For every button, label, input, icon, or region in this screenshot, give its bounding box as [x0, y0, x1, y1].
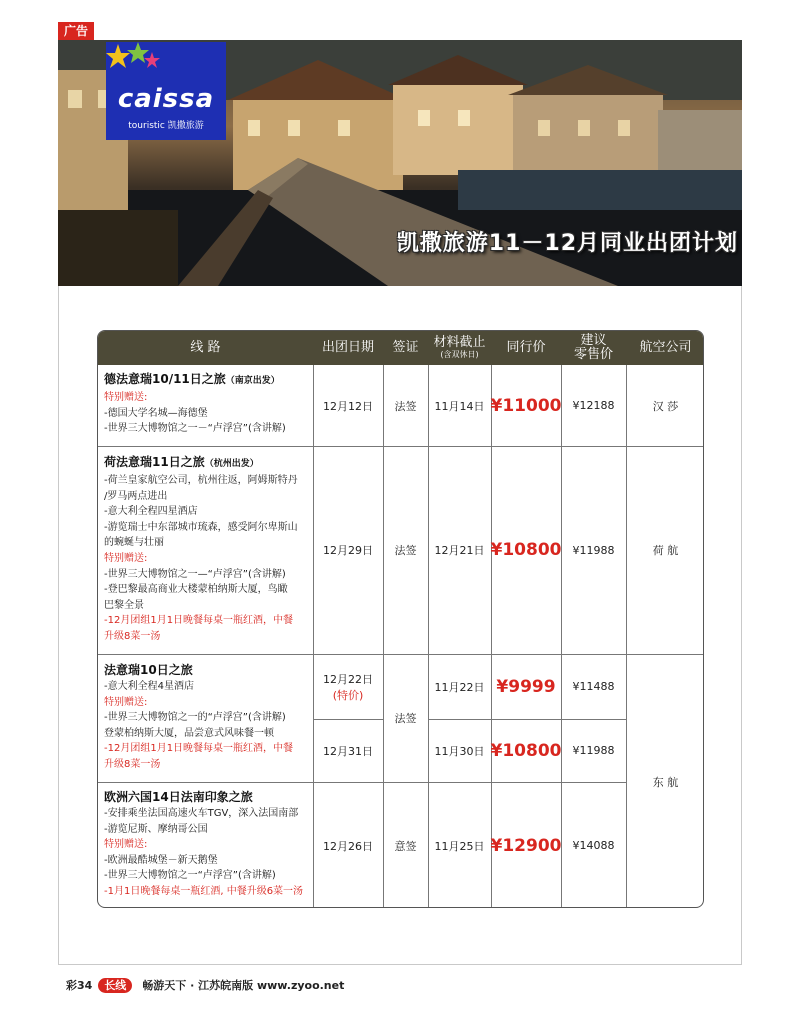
col-header-date: 出团日期	[313, 331, 383, 365]
airline: 汉 莎	[652, 399, 679, 413]
route-3	[104, 662, 310, 773]
route-line: -世界三大博物馆之一—“卢浮宫”(含讲解)	[104, 568, 286, 580]
trade-price: ¥9999	[496, 676, 556, 697]
route-line: 特别赠送:	[104, 392, 148, 403]
retail-price: ¥12188	[572, 399, 615, 412]
route-line: 登蒙柏纳斯大厦，品尝意式风味餐一顿	[104, 727, 274, 739]
logo-sub: touristic 凯撒旅游	[128, 121, 204, 131]
col-header-retail: 建议 零售价	[561, 331, 626, 365]
col-header-route: 线 路	[98, 331, 313, 365]
col-header-price: 同行价	[491, 331, 561, 365]
departure-date: 12月26日	[323, 839, 373, 853]
route-1	[104, 371, 310, 437]
route-line: 升级8菜一汤	[104, 630, 161, 642]
material-deadline: 11月14日	[434, 399, 485, 413]
departure-date: 12月31日	[323, 744, 373, 758]
material-deadline: 12月21日	[434, 544, 485, 557]
col-header-airline: 航空公司	[626, 331, 704, 365]
retail-price: ¥11988	[572, 744, 615, 757]
retail-price: ¥11488	[572, 680, 615, 693]
airline: 荷 航	[652, 544, 679, 557]
banner-title: 凯撒旅游11－12月同业出团计划	[396, 231, 738, 256]
material-deadline: 11月22日	[434, 680, 485, 694]
route-line: -12月团组1月1日晚餐每桌一瓶红酒，中餐	[104, 615, 294, 627]
departure-date: 12月12日	[323, 399, 373, 413]
visa-type: 法签	[394, 399, 417, 413]
route-line: -安排乘坐法国高速火车TGV，深入法国南部	[104, 808, 299, 819]
stars-icon	[106, 42, 162, 76]
table-grid	[98, 331, 703, 907]
route-line: 特别赠送:	[104, 552, 148, 564]
material-deadline: 11月25日	[434, 839, 485, 853]
route-line: 的蜿蜒与壮丽	[104, 537, 164, 549]
schedule-table	[97, 330, 704, 908]
airline: 东 航	[652, 775, 679, 789]
col-header-deadline: 材料截止 (含双休日)	[428, 331, 491, 365]
route-line: -游览尼斯、摩纳哥公国	[104, 823, 208, 835]
route-line: -意大利全程四星酒店	[104, 506, 198, 518]
route-line: 特别赠送:	[104, 696, 148, 708]
route-2	[104, 454, 310, 645]
route-line: 升级8菜一汤	[104, 758, 161, 770]
visa-type: 法签	[394, 544, 417, 557]
route-line: -意大利全程4星酒店	[104, 681, 194, 692]
trade-price: ¥10800	[490, 540, 562, 560]
departure-date: 12月22日 (特价)	[323, 672, 373, 702]
route-line: -登巴黎最高商业大楼蒙柏纳斯大厦，鸟瞰	[104, 584, 288, 596]
route-line: -世界三大博物馆之一的“卢浮宫”(含讲解)	[104, 712, 286, 724]
route-line: -世界三大博物馆之一“卢浮宫”(含讲解)	[104, 870, 276, 882]
caissa-logo	[106, 42, 226, 140]
route-line: -世界三大博物馆之一－“卢浮宫”(含讲解)	[104, 423, 286, 435]
route-title: 荷法意瑞11日之旅（杭州出发）	[104, 455, 259, 469]
departure-date: 12月29日	[323, 544, 373, 557]
route-line: -游览瑞士中东部城市琉森，感受阿尔卑斯山	[104, 521, 298, 533]
trade-price: ¥10800	[490, 740, 562, 761]
visa-type: 法签	[394, 712, 417, 725]
route-line: 巴黎全景	[104, 599, 144, 611]
route-title: 欧洲六国14日法南印象之旅	[104, 790, 253, 804]
ad-label: 广告	[58, 22, 94, 40]
route-title: 法意瑞10日之旅	[104, 663, 193, 677]
material-deadline: 11月30日	[434, 744, 485, 758]
retail-price: ¥11988	[572, 543, 615, 557]
route-line: -荷兰皇家航空公司，杭州往返，阿姆斯特丹	[104, 475, 298, 486]
footer-text: 畅游天下 · 江苏皖南版 www.zyoo.net	[142, 979, 345, 992]
banner-photo	[58, 40, 742, 286]
retail-price: ¥14088	[572, 839, 615, 852]
section-badge: 长线	[98, 978, 132, 993]
route-line: -德国大学名城—海德堡	[104, 407, 208, 419]
visa-type: 意签	[394, 839, 417, 853]
route-line: 特别赠送:	[104, 839, 148, 851]
route-line: -1月1日晚餐每桌一瓶红酒, 中餐升级6菜一汤	[104, 885, 304, 897]
route-line: -12月团组1月1日晚餐每桌一瓶红酒，中餐	[104, 743, 294, 755]
page-footer	[66, 976, 344, 994]
logo-name: caissa	[117, 84, 215, 114]
trade-price: ¥12900	[490, 835, 562, 856]
trade-price: ¥11000	[490, 395, 562, 416]
route-4	[104, 789, 310, 900]
col-header-visa: 签证	[383, 331, 428, 365]
route-title: 德法意瑞10/11日之旅（南京出发）	[104, 372, 280, 386]
page-number: 彩34	[66, 979, 93, 992]
route-line: -欧洲最酷城堡－新天鹅堡	[104, 854, 218, 866]
route-line: /罗马两点进出	[104, 490, 168, 502]
